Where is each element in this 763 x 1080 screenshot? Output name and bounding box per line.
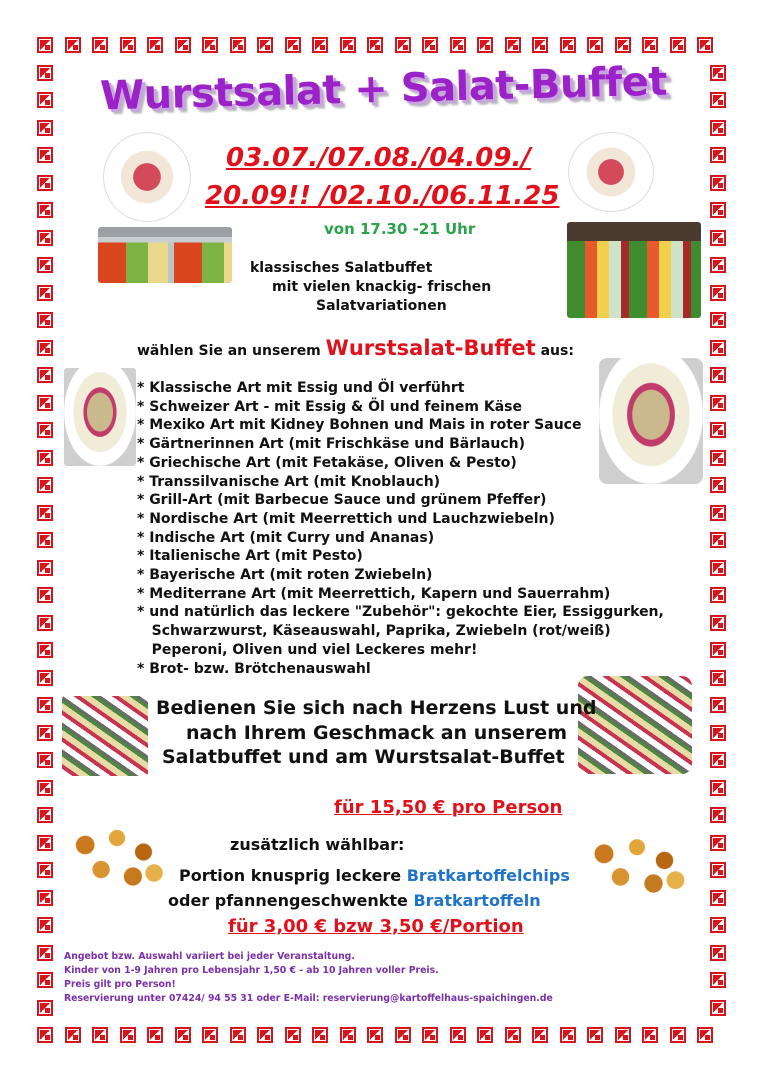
- border-tile-icon: [202, 1027, 218, 1043]
- border-tile-icon: [37, 147, 53, 163]
- border-tile-icon: [710, 917, 726, 933]
- border-tile-icon: [37, 670, 53, 686]
- border-tile-icon: [477, 37, 493, 53]
- variant-item: * Brot- bzw. Brötchenauswahl: [137, 660, 371, 677]
- border-tile-icon: [37, 862, 53, 878]
- border-tile-icon: [710, 697, 726, 713]
- border-tile-icon: [312, 1027, 328, 1043]
- border-tile-icon: [37, 312, 53, 328]
- border-tile-icon: [710, 422, 726, 438]
- border-tile-icon: [450, 37, 466, 53]
- border-tile-icon: [450, 1027, 466, 1043]
- variant-item: * Mediterrane Art (mit Meerrettich, Kapern und Sauerrahm): [137, 585, 611, 602]
- variant-item: * Mexiko Art mit Kidney Bohnen und Mais in roter Sauce: [137, 417, 582, 434]
- wurstsalat-plate-photo-right: [568, 132, 654, 212]
- footer-line-4: Reservierung unter 07424/ 94 55 31 oder E-Mail: reservierung@kartoffelhaus-spaichingen.de: [64, 993, 553, 1004]
- price-per-portion: für 3,00 € bzw 3,50 €/Portion: [228, 916, 524, 937]
- border-tile-icon: [710, 395, 726, 411]
- border-tile-icon: [37, 285, 53, 301]
- border-tile-icon: [710, 202, 726, 218]
- border-tile-icon: [395, 1027, 411, 1043]
- border-tile-icon: [37, 945, 53, 961]
- border-tile-icon: [710, 725, 726, 741]
- border-tile-icon: [257, 1027, 273, 1043]
- border-tile-icon: [710, 972, 726, 988]
- border-tile-icon: [37, 807, 53, 823]
- border-tile-icon: [285, 37, 301, 53]
- choose-prefix: wählen Sie an unserem: [137, 343, 321, 359]
- border-tile-icon: [37, 175, 53, 191]
- border-tile-icon: [710, 835, 726, 851]
- dates-line-1: 03.07./07.08./04.09./: [226, 143, 531, 173]
- border-tile-icon: [505, 1027, 521, 1043]
- salad-intro-line-1: klassisches Salatbuffet: [250, 260, 433, 276]
- border-tile-icon: [710, 642, 726, 658]
- serve-line-3: Salatbuffet und am Wurstsalat-Buffet: [162, 746, 565, 768]
- border-tile-icon: [710, 532, 726, 548]
- border-tile-icon: [37, 725, 53, 741]
- border-tile-icon: [587, 1027, 603, 1043]
- border-tile-icon: [230, 1027, 246, 1043]
- border-tile-icon: [710, 780, 726, 796]
- price-per-person: für 15,50 € pro Person: [334, 797, 563, 818]
- border-tile-icon: [37, 972, 53, 988]
- border-tile-icon: [37, 560, 53, 576]
- border-tile-icon: [37, 450, 53, 466]
- variant-item: Schwarzwurst, Käseauswahl, Paprika, Zwiebeln (rot/weiß): [137, 623, 611, 640]
- border-tile-icon: [37, 615, 53, 631]
- variant-item: * Bayerische Art (mit roten Zwiebeln): [137, 567, 433, 584]
- border-tile-icon: [710, 147, 726, 163]
- border-tile-icon: [710, 862, 726, 878]
- border-tile-icon: [37, 780, 53, 796]
- border-tile-icon: [147, 1027, 163, 1043]
- wurstsalat-bowl-photo-left: [64, 368, 136, 466]
- border-tile-icon: [340, 1027, 356, 1043]
- border-tile-icon: [710, 587, 726, 603]
- border-tile-icon: [615, 37, 631, 53]
- border-tile-icon: [37, 340, 53, 356]
- variant-item: * Italienische Art (mit Pesto): [137, 548, 363, 565]
- border-tile-icon: [710, 120, 726, 136]
- footer-line-1: Angebot bzw. Auswahl variiert bei jeder Veranstaltung.: [64, 951, 355, 962]
- variant-item: * Griechische Art (mit Fetakäse, Oliven & Pesto): [137, 454, 517, 471]
- border-tile-icon: [710, 1000, 726, 1016]
- border-tile-icon: [37, 642, 53, 658]
- border-tile-icon: [505, 37, 521, 53]
- border-tile-icon: [367, 1027, 383, 1043]
- border-tile-icon: [340, 37, 356, 53]
- extra-line-1: [179, 866, 570, 885]
- border-tile-icon: [615, 1027, 631, 1043]
- border-tile-icon: [37, 505, 53, 521]
- border-tile-icon: [65, 37, 81, 53]
- border-tile-icon: [37, 367, 53, 383]
- border-tile-icon: [92, 1027, 108, 1043]
- border-tile-icon: [532, 37, 548, 53]
- border-tile-icon: [710, 285, 726, 301]
- border-tile-icon: [422, 1027, 438, 1043]
- border-tile-icon: [37, 532, 53, 548]
- border-tile-icon: [285, 1027, 301, 1043]
- border-tile-icon: [37, 395, 53, 411]
- border-tile-icon: [37, 477, 53, 493]
- border-tile-icon: [710, 477, 726, 493]
- bratkartoffeln-highlight: Bratkartoffeln: [413, 891, 541, 910]
- border-tile-icon: [587, 37, 603, 53]
- border-tile-icon: [710, 670, 726, 686]
- border-tile-icon: [120, 1027, 136, 1043]
- border-tile-icon: [710, 65, 726, 81]
- border-tile-icon: [37, 752, 53, 768]
- border-tile-icon: [710, 807, 726, 823]
- border-tile-icon: [395, 37, 411, 53]
- border-tile-icon: [670, 1027, 686, 1043]
- choose-suffix: aus:: [540, 343, 574, 359]
- border-tile-icon: [175, 37, 191, 53]
- border-tile-icon: [710, 340, 726, 356]
- border-tile-icon: [697, 37, 713, 53]
- bratkartoffelchips-highlight: Bratkartoffelchips: [406, 866, 570, 885]
- border-tile-icon: [642, 37, 658, 53]
- border-tile-icon: [202, 37, 218, 53]
- extra-line-2: [168, 891, 541, 910]
- border-tile-icon: [477, 1027, 493, 1043]
- border-tile-icon: [670, 37, 686, 53]
- border-tile-icon: [560, 1027, 576, 1043]
- border-tile-icon: [37, 37, 53, 53]
- border-tile-icon: [230, 37, 246, 53]
- border-tile-icon: [37, 92, 53, 108]
- choose-heading: [137, 336, 574, 360]
- border-tile-icon: [37, 202, 53, 218]
- border-tile-icon: [710, 257, 726, 273]
- border-tile-icon: [175, 1027, 191, 1043]
- variant-item: * Schweizer Art - mit Essig & Öl und feinem Käse: [137, 398, 522, 415]
- border-tile-icon: [710, 505, 726, 521]
- border-tile-icon: [37, 257, 53, 273]
- border-tile-icon: [710, 175, 726, 191]
- variant-item: * Transsilvanische Art (mit Knoblauch): [137, 473, 441, 490]
- border-tile-icon: [65, 1027, 81, 1043]
- variant-item: * Grill-Art (mit Barbecue Sauce und grünem Pfeffer): [137, 492, 547, 509]
- extra-label: zusätzlich wählbar:: [230, 835, 405, 854]
- border-tile-icon: [710, 752, 726, 768]
- border-tile-icon: [710, 615, 726, 631]
- wurstsalat-buffet-highlight: Wurstsalat-Buffet: [325, 336, 536, 360]
- border-tile-icon: [710, 367, 726, 383]
- border-tile-icon: [532, 1027, 548, 1043]
- border-tile-icon: [560, 37, 576, 53]
- salad-intro-line-2: mit vielen knackig- frischen: [272, 279, 492, 295]
- border-tile-icon: [642, 1027, 658, 1043]
- dates-line-2: 20.09!! /02.10./06.11.25: [205, 181, 560, 211]
- border-tile-icon: [37, 917, 53, 933]
- border-tile-icon: [367, 37, 383, 53]
- wurstsalat-platter-photo-left: [62, 696, 148, 776]
- border-tile-icon: [37, 120, 53, 136]
- salad-intro-line-3: Salatvariationen: [316, 298, 447, 314]
- border-tile-icon: [710, 230, 726, 246]
- border-tile-icon: [37, 230, 53, 246]
- wurstsalat-variants-list: [137, 379, 664, 678]
- footer-line-2: Kinder von 1-9 Jahren pro Lebensjahr 1,50 € - ab 10 Jahren voller Preis.: [64, 965, 439, 976]
- variant-item: * Gärtnerinnen Art (mit Frischkäse und Bärlauch): [137, 436, 525, 453]
- wurstsalat-plate-photo-left: [103, 132, 191, 222]
- serve-line-2: nach Ihrem Geschmack an unserem: [186, 722, 567, 744]
- border-tile-icon: [37, 1027, 53, 1043]
- border-tile-icon: [697, 1027, 713, 1043]
- border-tile-icon: [422, 37, 438, 53]
- border-tile-icon: [710, 560, 726, 576]
- border-tile-icon: [312, 37, 328, 53]
- border-tile-icon: [37, 697, 53, 713]
- border-tile-icon: [710, 890, 726, 906]
- border-tile-icon: [37, 65, 53, 81]
- border-tile-icon: [710, 945, 726, 961]
- variant-item: Peperoni, Oliven und viel Leckeres mehr!: [137, 641, 478, 658]
- salad-buffet-photo: [98, 227, 232, 283]
- page-title: Wurstsalat + Salat-Buffet: [99, 58, 668, 120]
- border-tile-icon: [37, 587, 53, 603]
- time-range: von 17.30 -21 Uhr: [324, 220, 476, 238]
- border-tile-icon: [92, 37, 108, 53]
- border-tile-icon: [257, 37, 273, 53]
- footer-line-3: Preis gilt pro Person!: [64, 979, 176, 990]
- border-tile-icon: [37, 422, 53, 438]
- border-tile-icon: [710, 450, 726, 466]
- border-tile-icon: [120, 37, 136, 53]
- extra-line-1-prefix: Portion knusprig leckere: [179, 866, 402, 885]
- border-tile-icon: [37, 1000, 53, 1016]
- border-tile-icon: [37, 835, 53, 851]
- salad-bar-photo: [567, 222, 701, 318]
- border-tile-icon: [37, 890, 53, 906]
- border-tile-icon: [710, 92, 726, 108]
- border-tile-icon: [147, 37, 163, 53]
- border-tile-icon: [710, 312, 726, 328]
- variant-item: * Indische Art (mit Curry und Ananas): [137, 529, 435, 546]
- variant-item: * und natürlich das leckere "Zubehör": gekochte Eier, Essiggurken,: [137, 604, 664, 621]
- variant-item: * Klassische Art mit Essig und Öl verführt: [137, 380, 465, 396]
- variant-item: * Nordische Art (mit Meerrettich und Lauchzwiebeln): [137, 510, 555, 527]
- extra-line-2-prefix: oder pfannengeschwenkte: [168, 891, 408, 910]
- potato-chips-photo-right: [582, 834, 692, 900]
- potato-chips-photo-left: [64, 824, 170, 894]
- serve-line-1: Bedienen Sie sich nach Herzens Lust und: [156, 697, 597, 719]
- wurstsalat-plate-photo-lower-right: [578, 676, 692, 774]
